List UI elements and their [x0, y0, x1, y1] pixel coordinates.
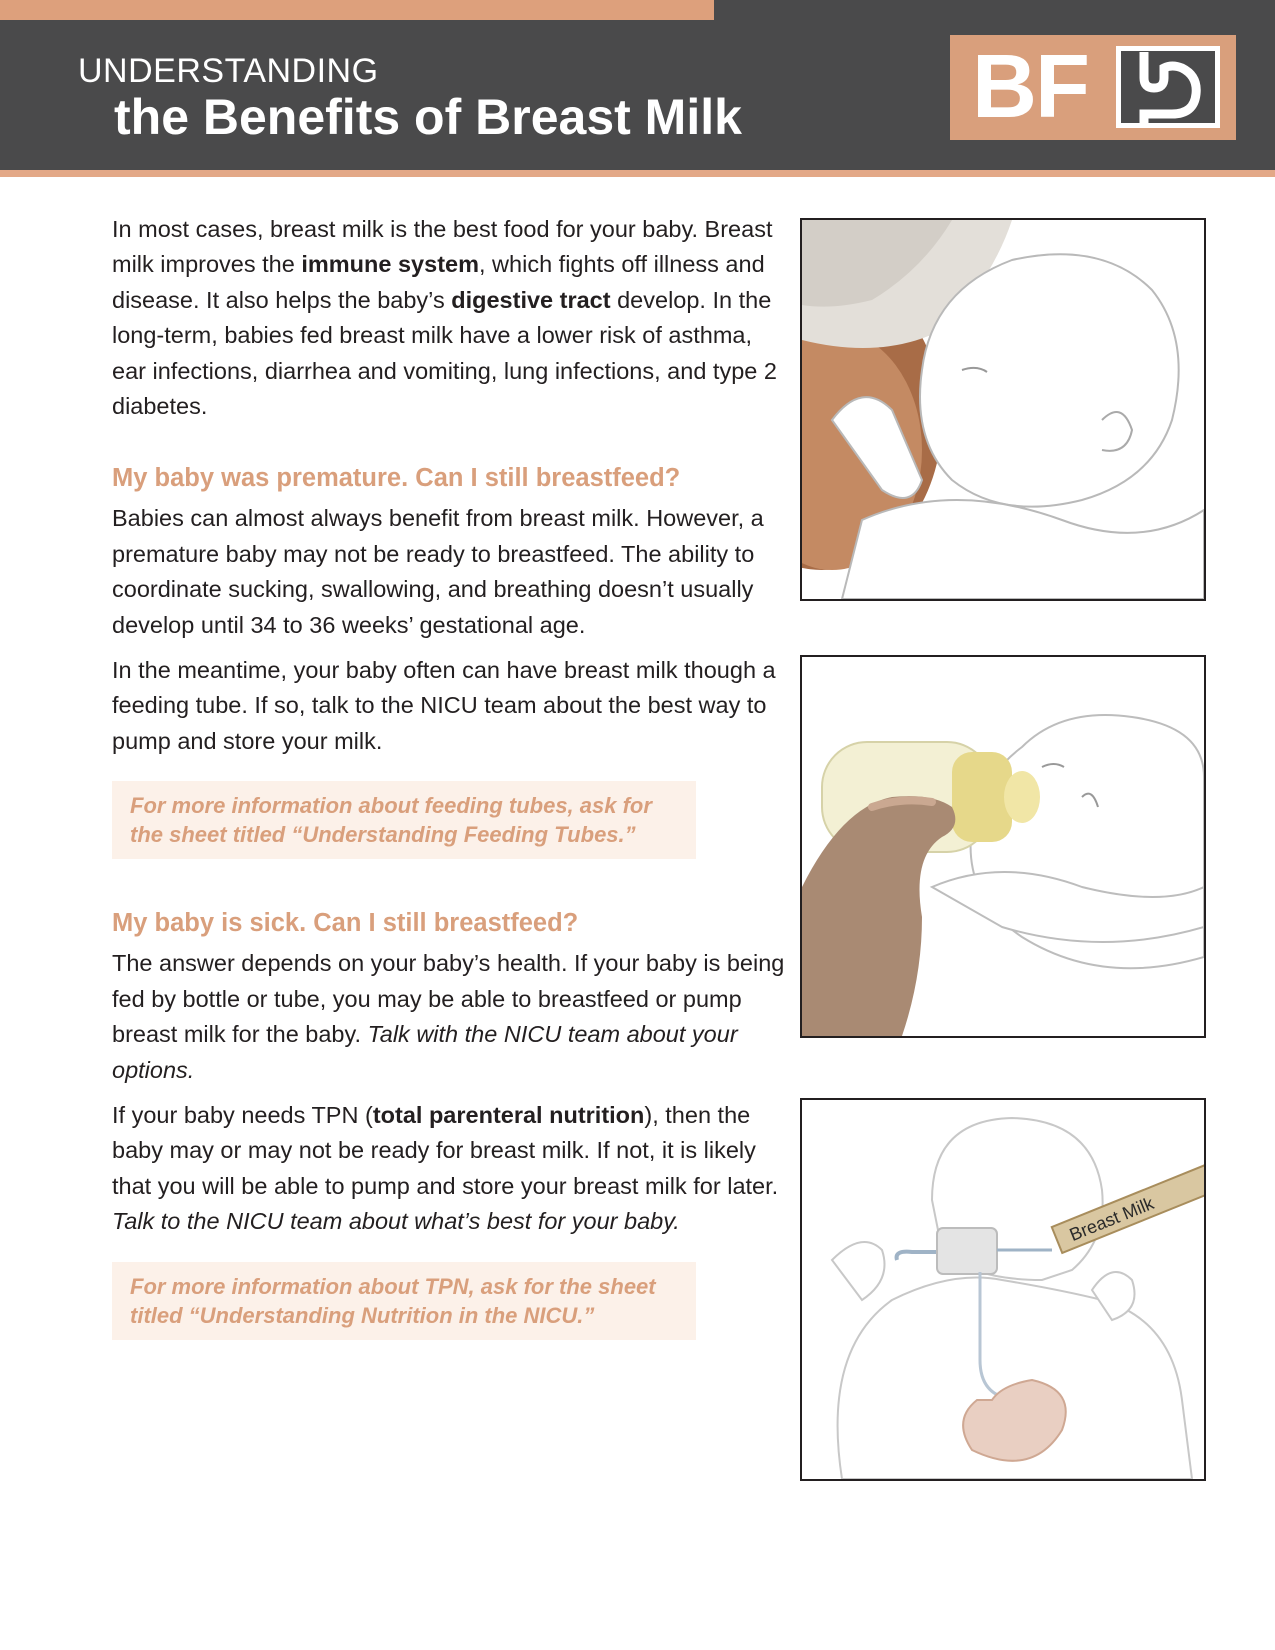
tube-feeding-illustration — [800, 1098, 1206, 1481]
sick-paragraph-2: If your baby needs TPN (total parenteral nutrition), then the baby may or may not be ready for breast milk. If not, it is likely that you will be able to pump and store your breast milk for later. Talk to the NICU team about what’s best for your baby. — [112, 1101, 779, 1235]
page-header — [0, 0, 1275, 170]
premature-heading: My baby was premature. Can I still breastfeed? — [112, 464, 681, 493]
header-accent-bar — [0, 0, 714, 20]
header-kicker: UNDERSTANDING — [78, 52, 379, 90]
breastfeeding-illustration — [800, 218, 1206, 601]
tpn-callout: For more information about TPN, ask for the sheet titled “Understanding Nutrition in the NICU.” — [112, 1262, 696, 1340]
badge-label: BF — [972, 37, 1088, 137]
syringe-label: Breast Milk — [1066, 1193, 1157, 1245]
main-content — [112, 212, 792, 1340]
sick-paragraph-1: The answer depends on your baby’s health. If your baby is being fed by bottle or tube, you may be able to breastfeed or pump breast milk for the baby. Talk with the NICU team about your options. — [112, 950, 785, 1083]
stomach-icon — [1114, 44, 1222, 130]
intro-paragraph: In most cases, breast milk is the best food for your baby. Breast milk improves the immune system, which fights off illness and disease. It also helps the baby’s digestive tract develop. In the long-term, babies fed breast milk have a lower risk of asthma, ear infections, diarrhea and vomiting, lung infections, and type 2 diabetes. — [112, 216, 777, 420]
topic-badge — [950, 35, 1236, 140]
premature-paragraph-1: Babies can almost always benefit from breast milk. However, a premature baby may not be ready to breastfeed. The ability to coordinate sucking, swallowing, and breathing doesn’t usually develop until 34 to 36 weeks’ gestational age. — [112, 505, 764, 638]
page-title: the Benefits of Breast Milk — [114, 89, 742, 145]
header-stripe — [0, 170, 1275, 177]
sick-heading: My baby is sick. Can I still breastfeed? — [112, 909, 579, 938]
premature-paragraph-2: In the meantime, your baby often can have breast milk though a feeding tube. If so, talk to the NICU team about the best way to pump and store your milk. — [112, 657, 776, 754]
feeding-tubes-callout: For more information about feeding tubes, ask for the sheet titled “Understanding Feeding Tubes.” — [112, 781, 696, 859]
bottle-feeding-illustration — [800, 655, 1206, 1038]
